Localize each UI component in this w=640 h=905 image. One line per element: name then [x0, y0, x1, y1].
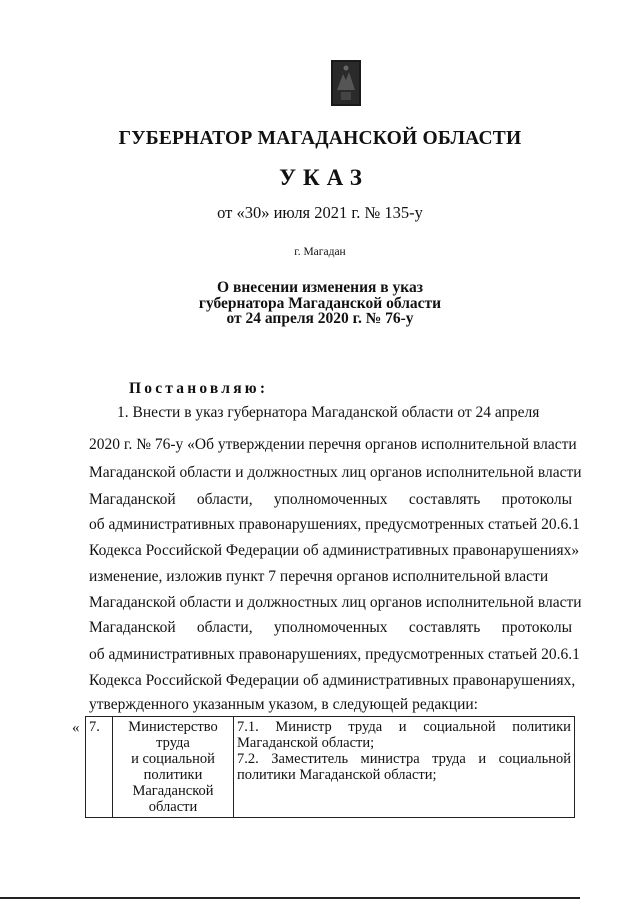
- body-line: Магаданской области и должностных лиц органов исполнительной власти: [89, 464, 582, 481]
- position-line: 7.2. Заместитель министра труда и социальной: [237, 751, 571, 767]
- subject-line: губернатора Магаданской области: [198, 294, 442, 312]
- document-type: УКАЗ: [279, 165, 369, 190]
- document-city: г. Магадан: [294, 246, 346, 258]
- body-line-justified: Магаданской области, уполномоченных составлять протоколы: [89, 491, 572, 508]
- document-subject: [0, 280, 640, 327]
- position-line: 7.1. Министр труда и социальной политики: [237, 719, 571, 735]
- organ-name-cell: Министерство труда и социальной политики Магаданской области: [113, 717, 234, 818]
- subject-line: от 24 апреля 2020 г. № 76-у: [226, 310, 414, 327]
- body-line: утвержденного указанным указом, в следующей редакции:: [89, 696, 478, 713]
- page-bottom-rule: [0, 897, 580, 899]
- subject-line: О внесении изменения в указ: [217, 279, 423, 296]
- body-line: 2020 г. № 76-у «Об утверждении перечня органов исполнительной власти: [89, 436, 577, 453]
- organization-title: ГУБЕРНАТОР МАГАДАНСКОЙ ОБЛАСТИ: [118, 128, 522, 149]
- row-number: 7.: [86, 717, 113, 818]
- body-line: 1. Внести в указ губернатора Магаданской области от 24 апреля: [117, 404, 540, 421]
- coat-of-arms-emblem: [331, 60, 361, 106]
- body-line: Кодекса Российской Федерации об административных правонарушениях»: [89, 542, 580, 559]
- decree-word: Постановляю:: [129, 380, 269, 397]
- body-line: Кодекса Российской Федерации об административных правонарушениях,: [89, 672, 576, 689]
- body-line: об административных правонарушениях, предусмотренных статьей 20.6.1: [89, 516, 580, 533]
- body-line: об административных правонарушениях, предусмотренных статьей 20.6.1: [89, 646, 580, 663]
- document-date-number: от «30» июля 2021 г. № 135-у: [217, 203, 423, 222]
- position-line: Магаданской области;: [237, 735, 375, 751]
- body-line-justified: Магаданской области, уполномоченных составлять протоколы: [89, 619, 572, 636]
- officials-table: [85, 716, 575, 818]
- table-row: [86, 717, 575, 818]
- positions-cell: [234, 717, 575, 818]
- open-quote: «: [72, 720, 80, 736]
- body-line: изменение, изложив пункт 7 перечня органов исполнительной власти: [89, 568, 549, 585]
- body-line: Магаданской области и должностных лиц органов исполнительной власти: [89, 594, 582, 611]
- position-line: политики Магаданской области;: [237, 767, 437, 783]
